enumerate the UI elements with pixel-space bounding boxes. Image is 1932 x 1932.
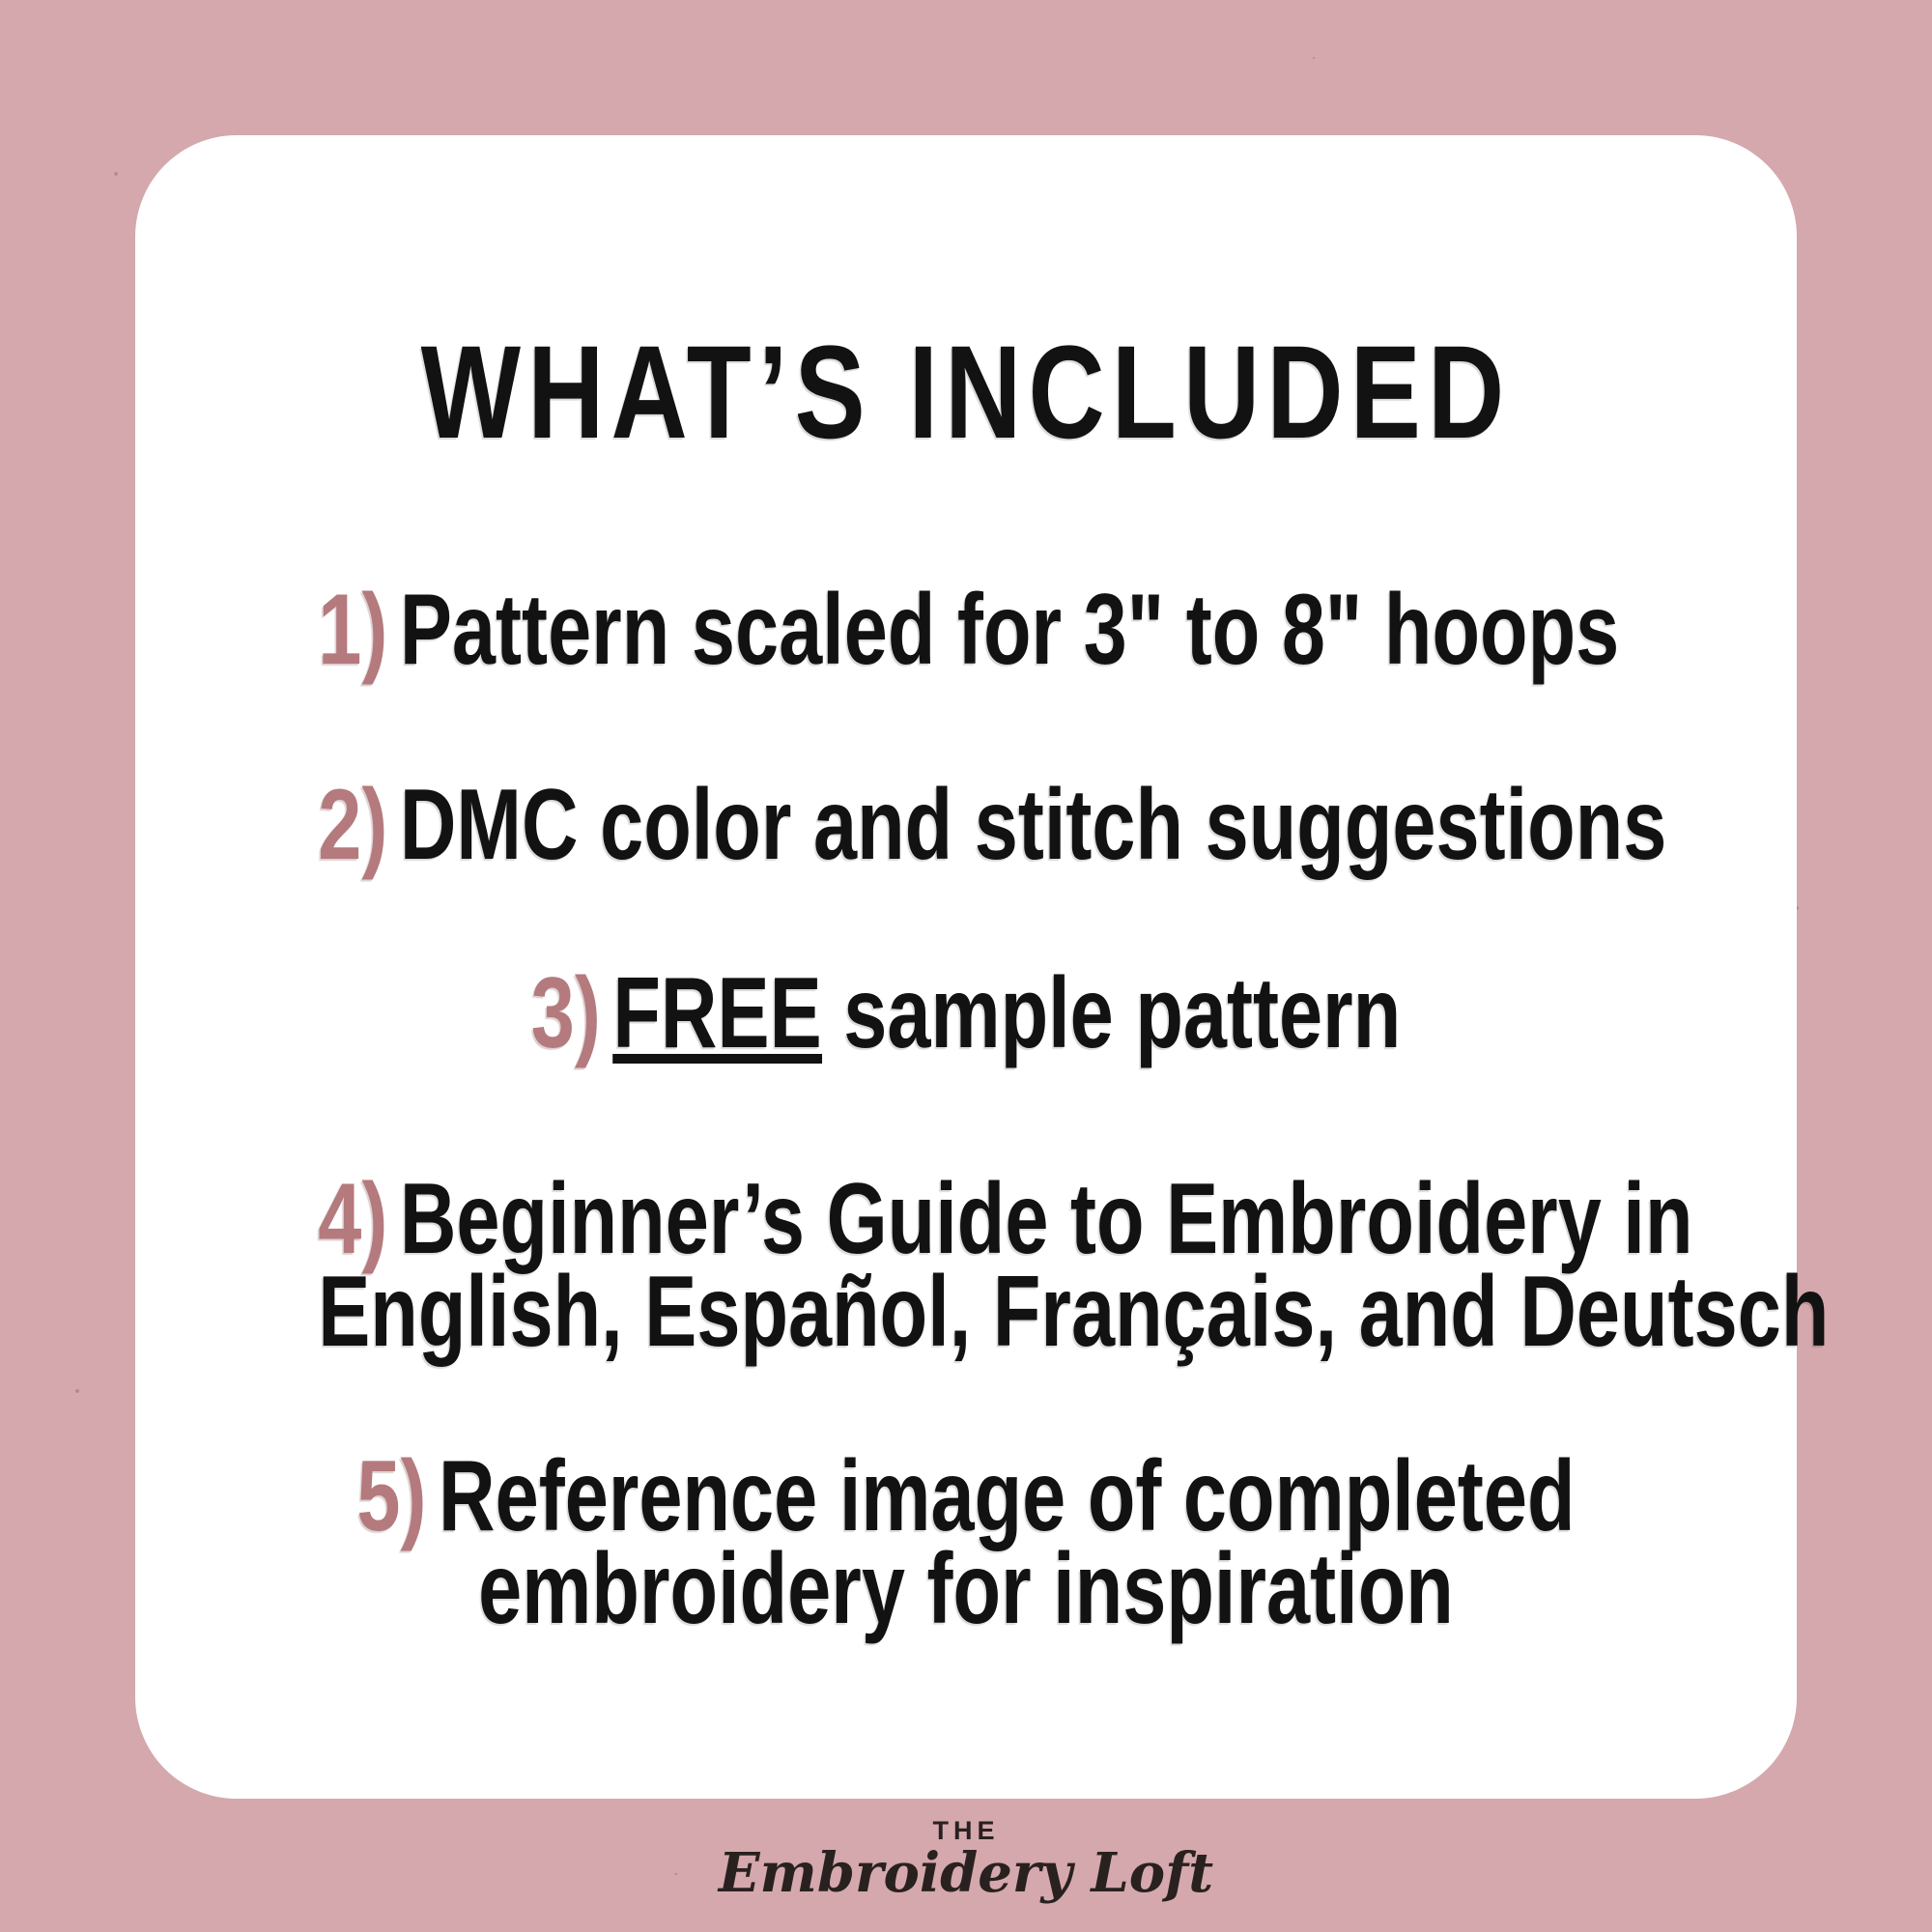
item-3-underlined-text: FREE	[612, 957, 822, 1069]
list-item-2	[318, 769, 1667, 881]
item-1-number: 1)	[318, 574, 388, 686]
item-5-text-line-2: embroidery for inspiration	[478, 1533, 1454, 1645]
logo-brand-name: Embroidery Loft	[718, 1841, 1214, 1905]
item-2-text: DMC color and stitch suggestions	[399, 769, 1667, 881]
item-3-text: sample pattern	[821, 957, 1402, 1069]
item-4-number: 4)	[318, 1163, 388, 1275]
list-item-5	[318, 1440, 1614, 1645]
page-title: WHAT’S INCLUDED	[420, 319, 1512, 467]
brand-logo	[0, 1816, 1932, 1905]
item-2-number: 2)	[318, 769, 388, 881]
list-item-1	[318, 574, 1620, 686]
logo-the-label: THE	[932, 1816, 1000, 1845]
item-4-text-line-2: English, Español, Français, and Deutsch	[318, 1256, 1830, 1368]
item-5-number: 5)	[356, 1440, 427, 1552]
list-item-4	[318, 1163, 1830, 1368]
content-card	[135, 135, 1830, 1799]
list-item-3	[318, 957, 1614, 1069]
item-5-text-line-1: Reference image of completed	[439, 1440, 1576, 1552]
item-4-line-1	[318, 1163, 1693, 1275]
item-5-line-1	[318, 1440, 1614, 1552]
item-3-number: 3)	[530, 957, 601, 1069]
item-1-text: Pattern scaled for 3" to 8" hoops	[399, 574, 1620, 686]
item-4-text-line-1: Beginner’s Guide to Embroidery in	[399, 1163, 1693, 1275]
